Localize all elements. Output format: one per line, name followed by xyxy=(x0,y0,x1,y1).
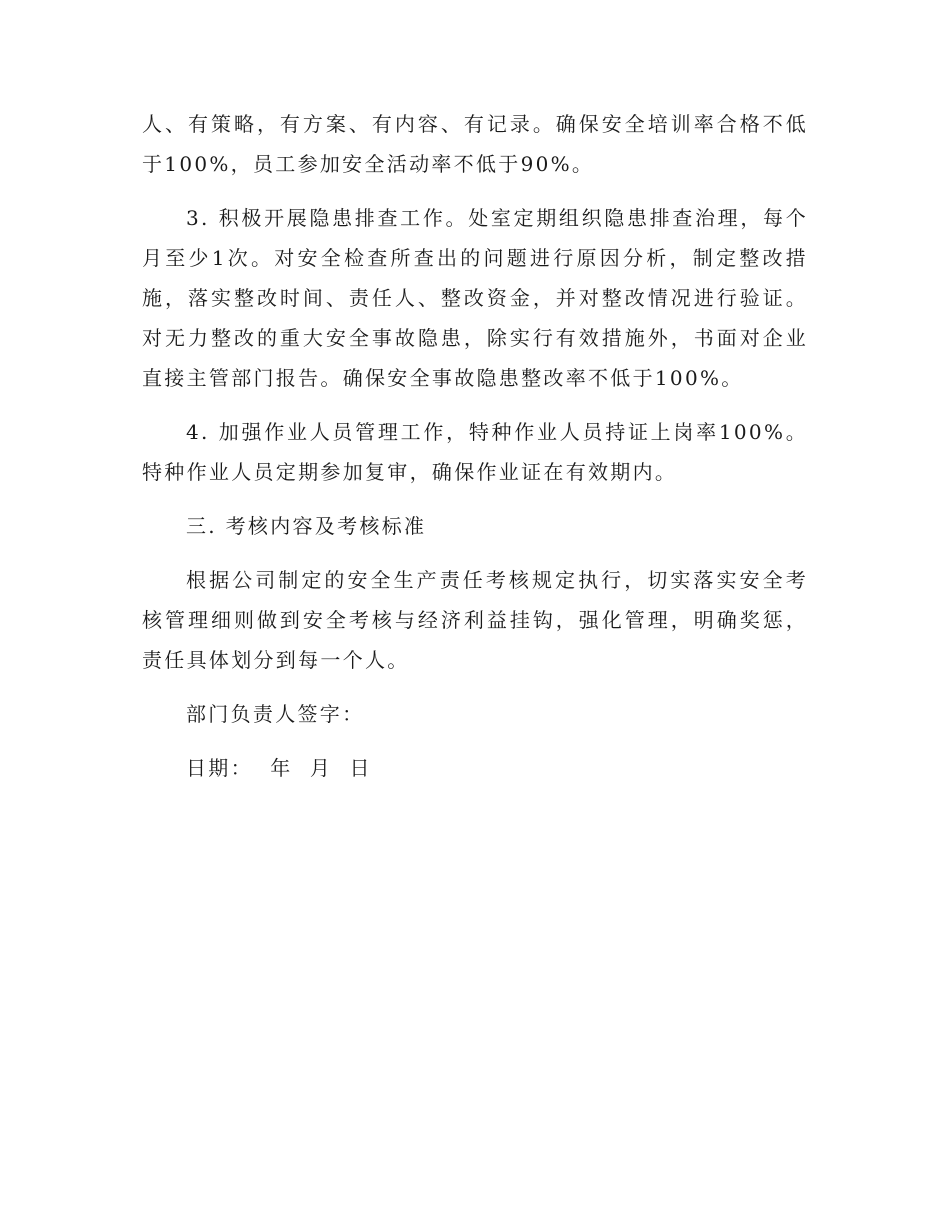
paragraph-training-continued: 人、有策略，有方案、有内容、有记录。确保安全培训率合格不低于100%，员工参加安全活动率不低于90%。 xyxy=(142,112,808,176)
paragraph-personnel-management: 4. 加强作业人员管理工作，特种作业人员持证上岗率100%。特种作业人员定期参加复审，确保作业证在有效期内。 xyxy=(142,420,808,484)
paragraph-hazard-inspection: 3. 积极开展隐患排查工作。处室定期组织隐患排查治理，每个月至少1次。对安全检查所查出的问题进行原因分析，制定整改措施，落实整改时间、责任人、整改资金，并对整改情况进行验证。对无力整改的重大安全事故隐患，除实行有效措施外，书面对企业直接主管部门报告。确保安全事故隐患整改率不低于100%。 xyxy=(142,206,808,390)
document-body xyxy=(142,104,808,802)
signature-line: 部门负责人签字： xyxy=(186,702,365,726)
date-line: 日期： 年 月 日 xyxy=(186,756,372,780)
section-heading-assessment: 三. 考核内容及考核标准 xyxy=(186,514,427,538)
paragraph-assessment-rules: 根据公司制定的安全生产责任考核规定执行，切实落实安全考核管理细则做到安全考核与经济利益挂钩，强化管理，明确奖惩，责任具体划分到每一个人。 xyxy=(142,568,808,672)
